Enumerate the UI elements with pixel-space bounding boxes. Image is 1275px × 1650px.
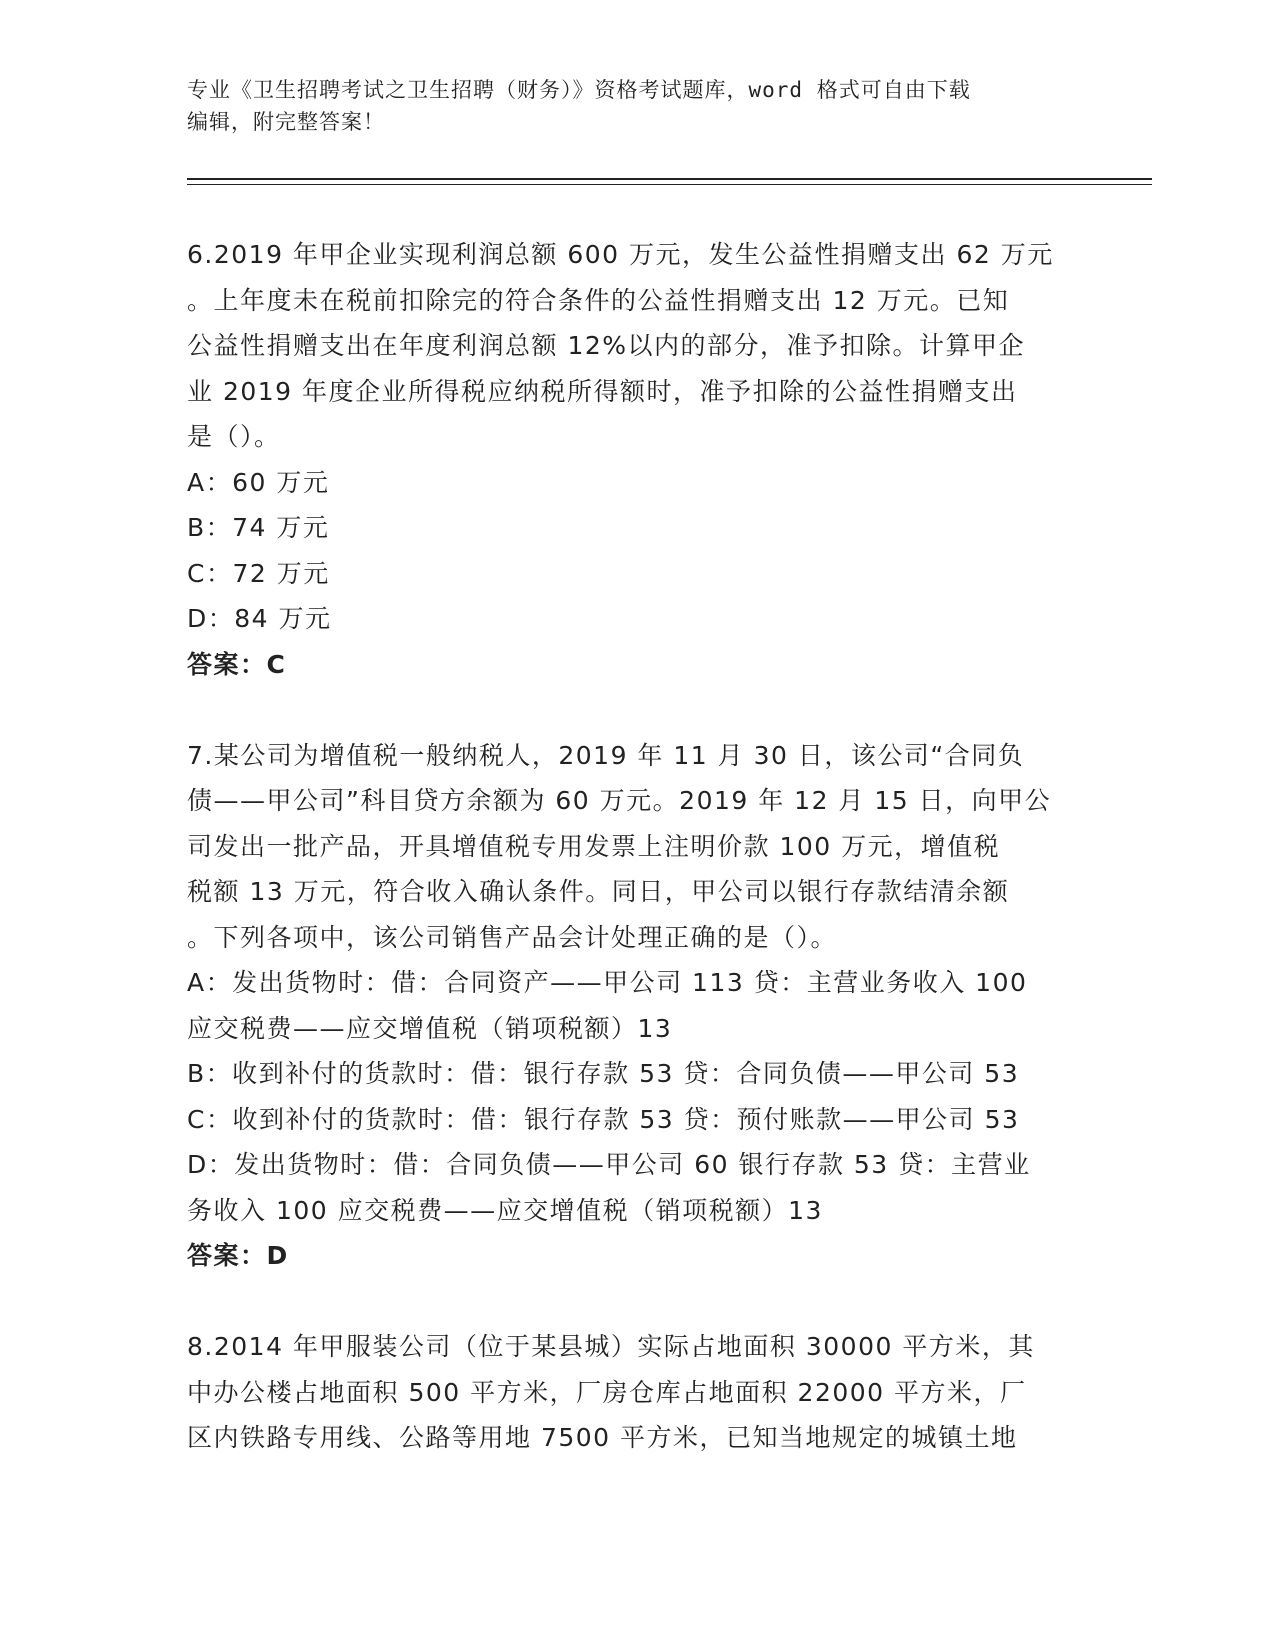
question-spacer bbox=[187, 1279, 1087, 1325]
header-divider-thin bbox=[187, 184, 1152, 185]
question-option-line: 应交税费——应交增值税（销项税额）13 bbox=[187, 1013, 673, 1043]
question-list bbox=[187, 232, 1087, 1461]
question-option-line: A：60 万元 bbox=[187, 467, 330, 497]
question-stem-line: 。下列各项中，该公司销售产品会计处理正确的是（）。 bbox=[187, 922, 838, 952]
question-answer: 答案：C bbox=[187, 649, 287, 679]
question-stem-line: 债——甲公司”科目贷方余额为 60 万元。2019 年 12 月 15 日，向甲公 bbox=[187, 786, 1052, 815]
question-option-line: B：74 万元 bbox=[187, 513, 330, 542]
header-line-1: 专业《卫生招聘考试之卫生招聘（财务）》资格考试题库，word 格式可自由下载 bbox=[187, 78, 971, 102]
question-option bbox=[187, 960, 1087, 1051]
question-option bbox=[187, 551, 1087, 597]
question-stem-line: 业 2019 年度企业所得税应纳税所得额时，准予扣除的公益性捐赠支出 bbox=[187, 376, 1018, 406]
question-spacer bbox=[187, 687, 1087, 733]
question-option-line: D：发出货物时：借：合同负债——甲公司 60 银行存款 53 贷：主营业 bbox=[187, 1150, 1031, 1179]
question-block bbox=[187, 733, 1087, 1279]
question-stem-line: 税额 13 万元，符合收入确认条件。同日，甲公司以银行存款结清余额 bbox=[187, 877, 1010, 906]
question-stem-line: 是（）。 bbox=[187, 422, 281, 451]
question-option bbox=[187, 1097, 1087, 1143]
question-stem-line: 8.2014 年甲服装公司（位于某县城）实际占地面积 30000 平方米，其 bbox=[187, 1332, 1035, 1361]
document-header bbox=[187, 74, 1087, 138]
question-option-line: D：84 万元 bbox=[187, 604, 332, 633]
question-option bbox=[187, 1051, 1087, 1097]
question-option-line: C：72 万元 bbox=[187, 558, 330, 588]
question-option-line: 务收入 100 应交税费——应交增值税（销项税额）13 bbox=[187, 1195, 823, 1225]
question-option bbox=[187, 596, 1087, 642]
question-option-line: A：发出货物时：借：合同资产——甲公司 113 贷：主营业务收入 100 bbox=[187, 968, 1028, 997]
question-stem-line: 6.2019 年甲企业实现利润总额 600 万元，发生公益性捐赠支出 62 万元 bbox=[187, 240, 1054, 269]
question-stem-line: 中办公楼占地面积 500 平方米，厂房仓库占地面积 22000 平方米，厂 bbox=[187, 1377, 1027, 1407]
question-block bbox=[187, 232, 1087, 687]
header-divider-thick bbox=[187, 178, 1152, 180]
question-stem-line: 司发出一批产品，开具增值税专用发票上注明价款 100 万元，增值税 bbox=[187, 831, 1001, 861]
header-line-2: 编辑，附完整答案！ bbox=[187, 110, 385, 134]
question-option bbox=[187, 460, 1087, 506]
question-stem-line: 7.某公司为增值税一般纳税人，2019 年 11 月 30 日，该公司“合同负 bbox=[187, 740, 1025, 770]
question-stem-line: 公益性捐赠支出在年度利润总额 12%以内的部分，准予扣除。计算甲企 bbox=[187, 331, 1026, 360]
question-block bbox=[187, 1324, 1087, 1461]
question-option bbox=[187, 1142, 1087, 1233]
question-stem-line: 区内铁路专用线、公路等用地 7500 平方米，已知当地规定的城镇土地 bbox=[187, 1423, 1018, 1452]
question-option-line: B：收到补付的货款时：借：银行存款 53 贷：合同负债——甲公司 53 bbox=[187, 1059, 1020, 1088]
question-option bbox=[187, 505, 1087, 551]
question-stem-line: 。上年度未在税前扣除完的符合条件的公益性捐赠支出 12 万元。已知 bbox=[187, 285, 1010, 315]
question-answer: 答案：D bbox=[187, 1241, 289, 1270]
question-option-line: C：收到补付的货款时：借：银行存款 53 贷：预付账款——甲公司 53 bbox=[187, 1104, 1020, 1134]
